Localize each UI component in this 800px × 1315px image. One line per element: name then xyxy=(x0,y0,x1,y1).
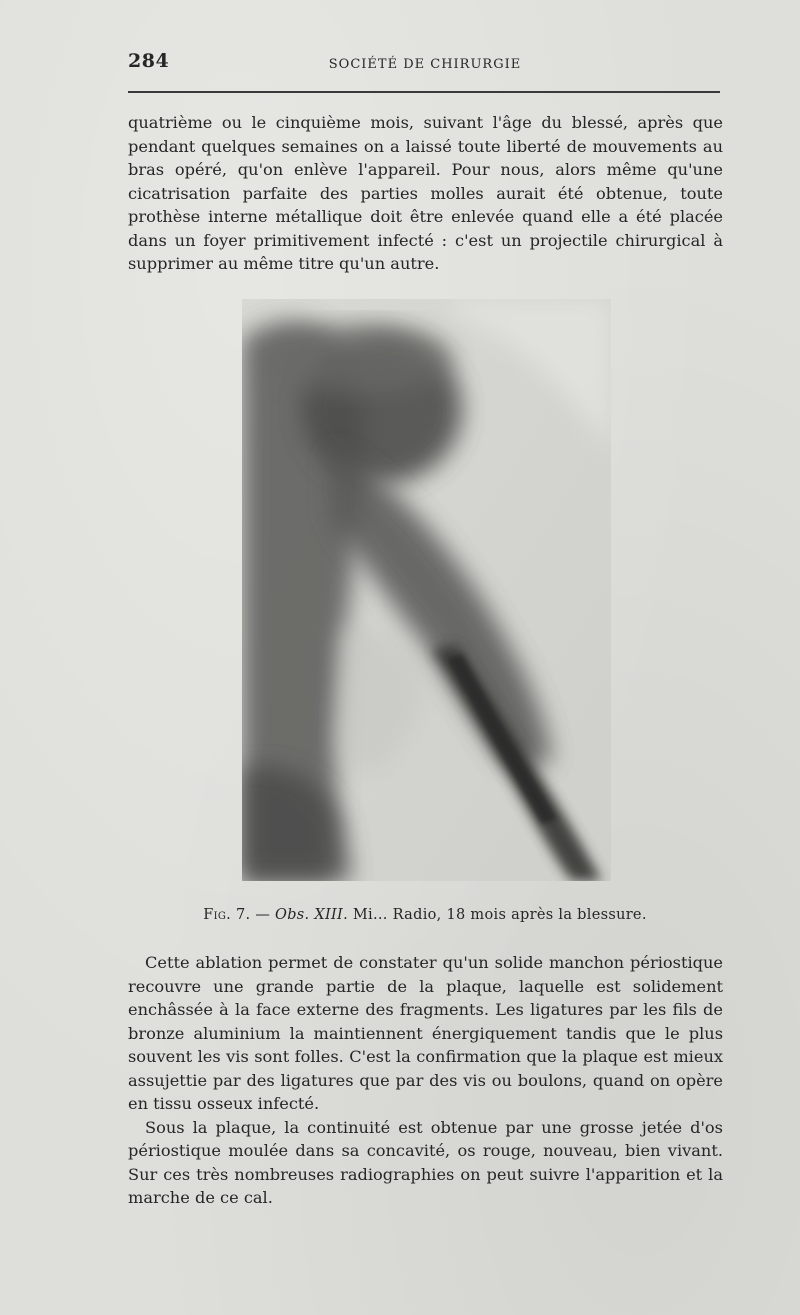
radiograph-figure xyxy=(242,299,611,881)
page-number: 284 xyxy=(128,50,170,72)
header-rule xyxy=(128,91,720,93)
caption-figure-label: Fig. 7. xyxy=(203,907,251,923)
radiograph-image xyxy=(242,299,611,881)
paragraph-continuity: Sous la plaque, la continuité est obtenue par une grosse jetée d'os périostique moulée dans sa concavité, os rouge, nouveau, bien vivant. Sur ces très nombreuses radiographies on peut suivre l'apparition et la marche de ce cal. xyxy=(128,1117,723,1207)
body-text-bottom xyxy=(128,951,723,1210)
running-title: SOCIÉTÉ DE CHIRURGIE xyxy=(328,57,522,72)
paragraph-ablation: Cette ablation permet de constater qu'un solide manchon périostique recouvre une grande partie de la plaque, laquelle est solidement enchâssée à la face externe des fragments. Les ligatures par les fils de bronze aluminium la maintiennent énergiquement tandis que le plus souvent les vis sont folles. C'est la confirmation que la plaque est mieux assujettie par des ligatures que par des vis ou boulons, quand on opère en tissu osseux infecté. xyxy=(128,953,723,1113)
figure-caption xyxy=(0,907,800,923)
caption-dash: — xyxy=(250,907,276,923)
body-text-top xyxy=(128,111,723,276)
caption-description: Mi... Radio, 18 mois après la blessure. xyxy=(347,907,647,923)
paragraph-continued: quatrième ou le cinquième mois, suivant l'âge du blessé, après que pendant quelques semaines on a laissé toute liberté de mouvements au bras opéré, qu'on enlève l'appareil. Pour nous, alors même qu'une cicatrisation parfaite des parties molles aurait été obtenue, toute prothèse interne métallique doit être enlevée quand elle a été placée dans un foyer primitivement infecté : c'est un projectile chirurgical à supprimer au même titre qu'un autre. xyxy=(128,113,723,273)
caption-observation: Obs. XIII. xyxy=(275,907,348,923)
